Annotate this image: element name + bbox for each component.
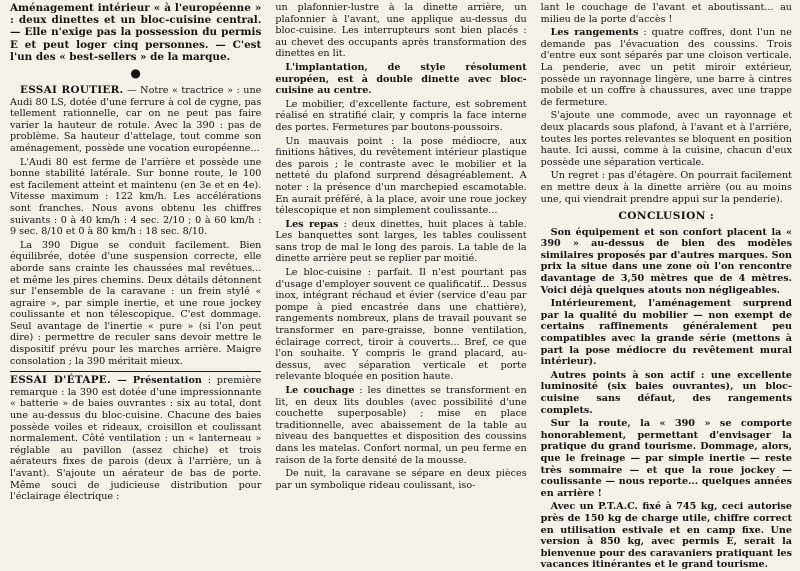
section-title-stage-test: ESSAI D'ÉTAPE.	[10, 374, 111, 387]
paragraph-text: : les dinettes se transforment en lit, en deux lits doubles (avec possibilité d'une couchette superposable) ; mise en place traditionnelle, avec abaissement de la table au niveau des banquettes et disposition des coussins dans les matelas. Confort normal, un peu ferme en raison de la forte densité de la mousse.	[275, 385, 527, 466]
bullet-separator: ●	[130, 66, 141, 81]
paragraph: L'Audi 80 est ferme de l'arrière et possède une bonne stabilité latérale. Sur bonne route, le 100 est facilement atteint et maintenu (en 3e et en 4e). Vitesse maximum : 122 km/h. Les accélérations sont franches. Nous avons obtenu les chiffres suivants : 0 à 40 km/h : 4 sec. 2/10 ; 0 à 60 km/h : 9 sec. 8/10 et 0 à 80 km/h : 18 sec. 8/10.	[10, 156, 262, 238]
run-in-heading: Le couchage	[285, 385, 355, 396]
paragraph: Intérieurement, l'aménagement surprend par la qualité du mobilier — non exempt de certains raffinements généralement peu compatibles avec la grande série (mettons à part la pose médiocre du revêtement mural intérieur).	[540, 298, 792, 368]
paragraph: Un regret : pas d'étagère. On pourrait facilement en mettre deux à la dinette arrière (ou au moins une, qui viendrait prendre appui sur la penderie).	[540, 170, 792, 205]
column-3	[540, 2, 792, 571]
section-divider	[10, 371, 261, 372]
paragraph	[10, 85, 261, 155]
paragraph: Un mauvais point : la pose médiocre, aux finitions hâtives, du revêtement intérieur plastique des parois ; le contraste avec le mobilier et la netteté du plafond surprend désagréablement. A noter : la présence d'un marchepied escamotable. En aurait préféré, à la place, avoir une roue jockey télescopique et non simplement coulissante...	[275, 135, 527, 217]
paragraph-text: : quatre coffres, dont l'un ne demande pas l'évacuation des coussins. Trois d'entre eux sont séparés par une cloison verticale. La penderie, avec un petit miroir extérieur, possède un rayonnage lingère, une barre à cintres mobile et un coffre à chaussures, avec une trappe de fermeture.	[540, 27, 792, 108]
paragraph: Le mobilier, d'excellente facture, est sobrement réalisé en stratifié clair, y compris la face interne des portes. Fermetures par boutons-poussoirs.	[275, 98, 527, 133]
paragraph: Le bloc-cuisine : parfait. Il n'est pourtant pas d'usage d'employer souvent ce qualificatif... Dessus inox, intégrant réchaud et évier (service d'eau par pompe à pied encastrée dans une chattière), rangements nombreux, plans de travail pouvant se transformer en pare-graisse, bonne ventilation, éclairage correct, tiroir à couverts... Bref, ce que l'on souhaite. Y compris le grand placard, au-dessus, avec séparation verticale et porte relevante bloquée en position haute.	[275, 267, 527, 383]
paragraph-text: : première remarque : la 390 est dotée d'une impressionnante « batterie » de baies ouvrantes : six au total, dont une au-dessus du bloc-cuisine. Chacune des baies possède voiles et rideaux, croisillon et coulissant normalement. Côté ventilation : un « lanterneau » réglable au pavillon (assez chiche) et trois aérateurs fixes de parois (deux à l'arrière, un à l'avant). S'ajoute un aérateur de bas de porte. Même souci de judicieuse distribution pour l'éclairage électrique :	[10, 375, 262, 503]
paragraph-text: — Notre « tractrice » : une Audi 80 LS, dotée d'une ferrure à col de cygne, pas tellement rationnelle, car on ne peut pas faire varier la hauteur de rotule. Avec la 390 : pas de problème. Sa hauteur d'attelage, tout comme son aménagement, possède une vocation européenne...	[10, 85, 262, 154]
paragraph: S'ajoute une commode, avec un rayonnage et deux placards sous plafond, à l'avant et à l'arrière, toutes les portes relevantes se bloquent en position haute. Ici aussi, comme à la cuisine, chacun d'eux possède une séparation verticale.	[540, 110, 792, 168]
run-in-heading: Les repas	[285, 218, 339, 230]
paragraph	[541, 27, 792, 108]
paragraph: Autres points à son actif : une excellente luminosité (six baies ouvrantes), un bloc-cuisine sans défaut, des rangements complets.	[540, 369, 792, 416]
conclusion-title: CONCLUSION :	[618, 210, 715, 223]
paragraph: Sur la route, la « 390 » se comporte honorablement, permettant d'envisager la pratique du grand tourisme. Dommage, alors, que le freinage — par simple inertie — reste très sommaire — et que la roue jockey — coulissante — nous reporte... quelques années en arrière !	[540, 418, 792, 499]
paragraph: La 390 Digue se conduit facilement. Bien équilibrée, dotée d'une suspension correcte, elle aborde sans crainte les chaussées mal revêtues... et même les pires chemins. Deux détails détonnent sur l'ensemble de la caravane : un frein stylé « agraire », par simple inertie, et une roue jockey coulissante et non télescopique. C'est dommage. Seul avantage de l'inertie « pure » (si l'on peut dire) : permettre de reculer sans devoir mettre le dispositif prévu pour les marches arrière. Maigre consolation ; la 390 méritait mieux.	[10, 239, 262, 367]
paragraph: un plafonnier-lustre à la dinette arrière, un plafonnier à l'avant, une applique au-dessus du bloc-cuisine. Les interrupteurs sont bien placés : au chevet des occupants après transformation des dinettes en lit.	[275, 2, 527, 60]
paragraph: Son équipement et son confort placent la « 390 » au-dessus de bien des modèles similaires proposés par d'autres marques. Son prix la situe dans une zone où l'on rencontre davantage de 3,50 mètres que de 4 mètres. Voici déjà quelques atouts non négligeables.	[540, 226, 792, 296]
conclusion-block	[541, 227, 792, 571]
run-in-heading: Les rangements	[550, 27, 639, 39]
paragraph	[275, 219, 526, 265]
paragraph: L'implantation, de style résolument européen, est à double dinette avec bloc-cuisine au centre.	[275, 61, 527, 97]
column-2	[275, 2, 526, 534]
paragraph: Avec un P.T.A.C. fixé à 745 kg, ceci autorise près de 150 kg de charge utile, chiffre correct en utilisation estivale et en camp fixe. Une version à 850 kg, avec permis E, serait la bienvenue pour des caravaniers pratiquant les vacances itinérantes et le grand tourisme.	[540, 501, 792, 571]
paragraph: De nuit, la caravane se sépare en deux pièces par un symbolique rideau coulissant, iso-	[275, 468, 527, 491]
column-1	[10, 2, 261, 534]
paragraph	[275, 385, 526, 466]
intro-text: Aménagement intérieur « à l'européenne » : deux dinettes et un bloc-cuisine central. — Elle n'exige pas la possession du permis E et peut loger cinq personnes. — C'est l'un des « best-sellers » de la marque.	[10, 2, 262, 63]
section-title-road-test: ESSAI ROUTIER.	[20, 84, 124, 97]
paragraph: lant le couchage de l'avant et aboutissant... au milieu de la porte d'accès !	[540, 2, 792, 25]
paragraph	[10, 375, 261, 503]
run-in-heading: — Présentation	[110, 375, 202, 387]
paragraph-text: : deux dinettes, huit places à table. Les banquettes sont larges, les tables coulissent sans trop de mal le long des parois. La table de la dinette arrière peut se replier par moitié.	[275, 218, 527, 265]
